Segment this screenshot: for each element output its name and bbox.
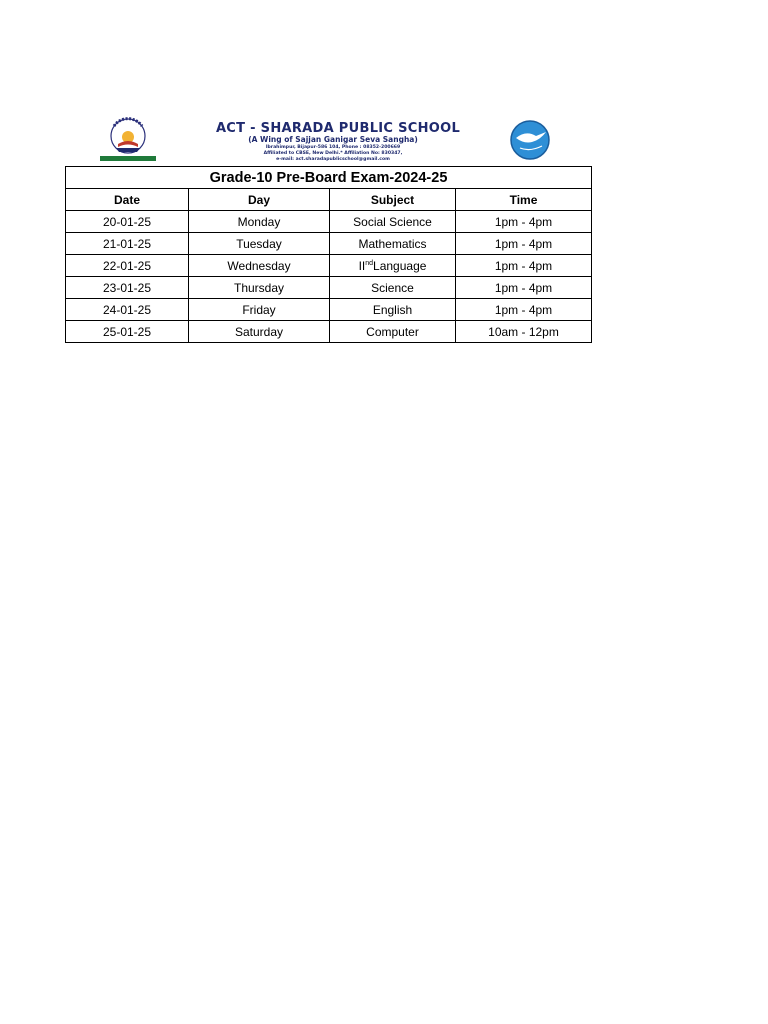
table-row [66,255,592,277]
cell-subject: Social Science [330,211,456,233]
school-address: Ibrahimpur, Bijapur-586 104, Phone : 08352-200669 [265,145,401,150]
cell-date: 23-01-25 [66,277,189,299]
cell-subject: Mathematics [330,233,456,255]
cell-time: 1pm - 4pm [456,255,592,277]
school-wing-line: (A Wing of Sajjan Ganigar Seva Sangha) [248,135,418,144]
table-header-row [66,189,592,211]
cell-subject [330,255,456,277]
subject-superscript: nd [365,259,374,267]
cell-date: 20-01-25 [66,211,189,233]
header-subject: Subject [330,189,456,211]
cell-time: 1pm - 4pm [456,233,592,255]
cell-subject: English [330,299,456,321]
cell-date: 25-01-25 [66,321,189,343]
subject-suffix: Language [373,258,427,273]
cell-day: Saturday [189,321,330,343]
subject-prefix: II [358,258,366,273]
table-row [66,321,592,343]
cell-time: 1pm - 4pm [456,211,592,233]
school-name: ACT - SHARADA PUBLIC SCHOOL [215,121,461,136]
exam-schedule-table [65,166,592,343]
cell-date: 24-01-25 [66,299,189,321]
header-date: Date [66,189,189,211]
school-emblem-icon [88,116,168,164]
cell-time: 1pm - 4pm [456,277,592,299]
table-row [66,299,592,321]
cell-day: Tuesday [189,233,330,255]
table-row [66,277,592,299]
header-time: Time [456,189,592,211]
cell-date: 21-01-25 [66,233,189,255]
letterhead [88,116,558,164]
school-affiliation: Affiliated to CBSE, New Delhi.* Affiliation No: 830347, [263,151,403,156]
cell-day: Friday [189,299,330,321]
cell-day: Wednesday [189,255,330,277]
table-title: Grade-10 Pre-Board Exam-2024-25 [66,167,592,189]
cell-date: 22-01-25 [66,255,189,277]
globe-dove-icon [506,118,554,162]
table-row [66,233,592,255]
cell-time: 10am - 12pm [456,321,592,343]
table-row [66,211,592,233]
cell-time: 1pm - 4pm [456,299,592,321]
header-day: Day [189,189,330,211]
cell-subject: Computer [330,321,456,343]
cell-day: Monday [189,211,330,233]
cell-subject: Science [330,277,456,299]
school-email: e-mail: act.sharadapublicschool@gmail.com [276,157,390,162]
cell-day: Thursday [189,277,330,299]
